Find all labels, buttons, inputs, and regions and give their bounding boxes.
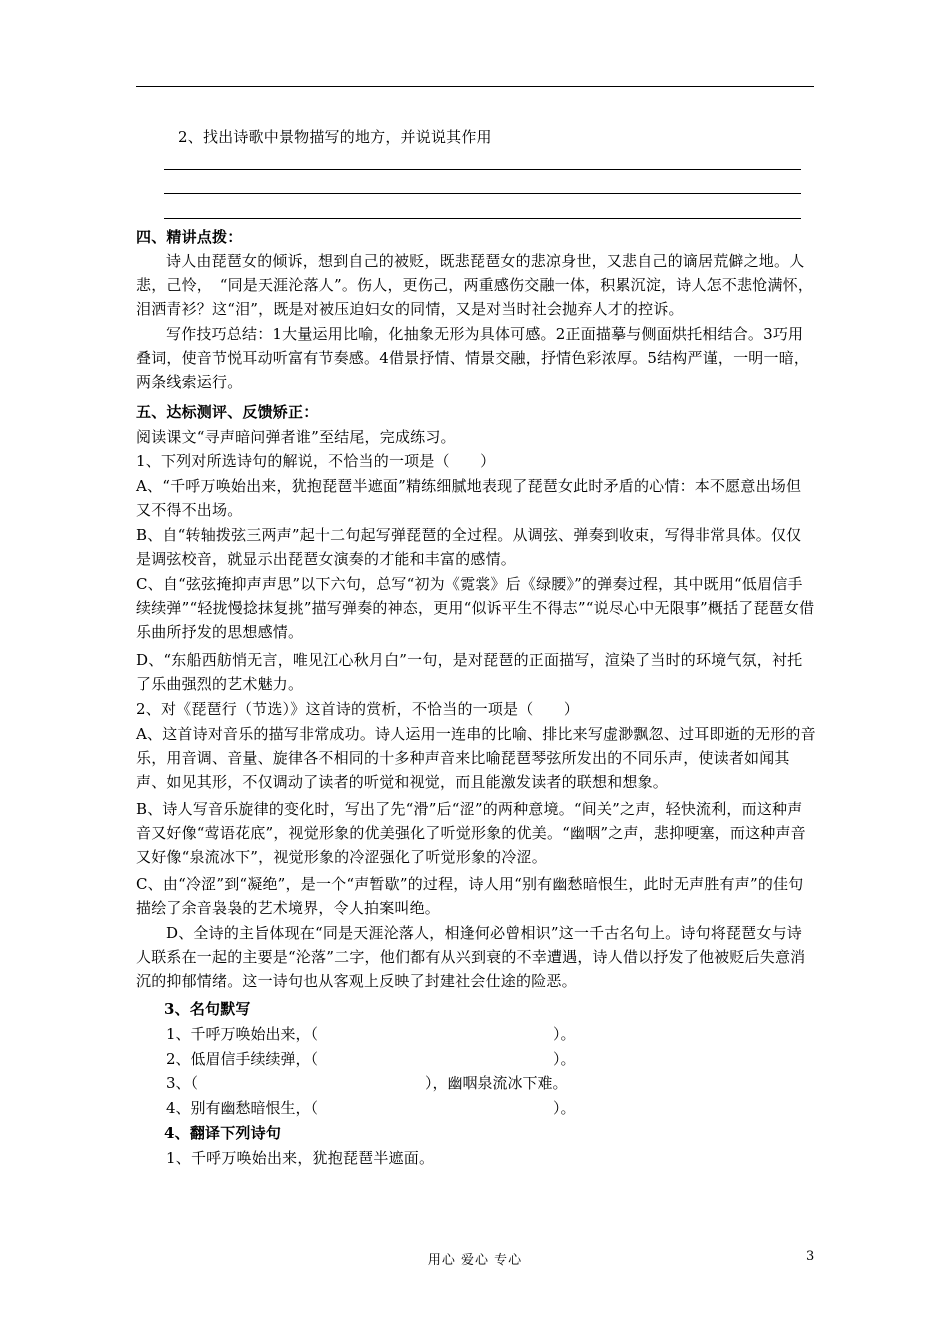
answer-line-1 (164, 169, 801, 170)
quiz-1-option-a: A、“千呼万唤始出来，犹抱琵琶半遮面”精练细腻地表现了琵琶女此时矛盾的心情：本不愿意出场但又不得不出场。 (136, 477, 802, 519)
translation-item-1: 1、千呼万唤始出来，犹抱琵琶半遮面。 (166, 1149, 435, 1167)
recitation-item-4-end: ）。 (553, 1099, 576, 1117)
recitation-item-3-start: 3、（ (166, 1074, 199, 1092)
quiz-2-option-a: A、这首诗对音乐的描写非常成功。诗人运用一连串的比喻、排比来写虚渺飘忽、过耳即逝的无形的音乐，用音调、音量、旋律各不相同的十多种声音来比喻琵琶琴弦所发出的不同乐声，使读者如闻其声、如见其形，不仅调动了读者的听觉和视觉，而且能激发读者的联想和想象。 (136, 725, 816, 791)
recitation-item-3-end: ），幽咽泉流冰下难。 (425, 1074, 568, 1092)
quiz-1-option-c: C、自“弦弦掩抑声声思”以下六句，总写“初为《霓裳》后《绿腰》”的弹奏过程，其中既用“低眉信手续续弹”“轻拢慢捻抹复挑”描写弹奏的神态，更用“似诉平生不得志”“说尽心中无限事”概括了琵琶女借乐曲所抒发的思想感情。 (136, 575, 815, 641)
recitation-item-2-start: 2、低眉信手续续弹，（ (166, 1050, 319, 1068)
quiz-2-option-c: C、由“冷涩”到“凝绝”，是一个“声暂歇”的过程，诗人用“别有幽愁暗恨生，此时无声胜有声”的佳句描绘了余音袅袅的艺术境界，令人拍案叫绝。 (136, 875, 804, 917)
header-rule (136, 86, 814, 87)
quiz-2-option-d: D、全诗的主旨体现在“同是天涯沦落人，相逢何必曾相识”这一千古名句上。诗句将琵琶女与诗人联系在一起的主要是“沦落”二字，他们都有从兴到衰的不幸遭遇，诗人借以抒发了他被贬后失意消沉的抑郁情绪。这一诗句也从客观上反映了封建社会仕途的险恶。 (136, 924, 806, 990)
section-5-heading: 五、达标测评、反馈矫正： (136, 403, 319, 421)
recitation-item-1-start: 1、千呼万唤始出来，（ (166, 1025, 319, 1043)
answer-line-3 (164, 218, 801, 219)
section-5-intro: 阅读课文“寻声暗问弹者谁”至结尾，完成练习。 (136, 428, 456, 446)
recitation-item-4-start: 4、别有幽愁暗恨生，（ (166, 1099, 319, 1117)
quiz-2-stem: 2、对《琵琶行（节选）》这首诗的赏析，不恰当的一项是（ ） (136, 700, 580, 718)
quiz-4-heading: 4、翻译下列诗句 (164, 1124, 282, 1142)
answer-line-2 (164, 193, 801, 194)
recitation-item-1-end: ）。 (553, 1025, 576, 1043)
quiz-3-heading: 3、名句默写 (164, 1000, 251, 1018)
quiz-1-stem: 1、下列对所选诗句的解说，不恰当的一项是（ ） (136, 452, 496, 470)
page-number: 3 (806, 1249, 815, 1264)
quiz-1-option-d: D、“东船西舫悄无言，唯见江心秋月白”一句，是对琵琶的正面描写，渲染了当时的环境气氛，衬托了乐曲强烈的艺术魅力。 (136, 651, 803, 693)
section-4-paragraph-1: 诗人由琵琶女的倾诉，想到自己的被贬，既悲琵琶女的悲凉身世，又悲自己的谪居荒僻之地。人悲，己怜， “同是天涯沦落人”。伤人，更伤己，两重感伤交融一体，积累沉淀，诗人怎不悲怆满怀，泪洒青衫？这“泪”，既是对被压迫妇女的同情，又是对当时社会抛弃人才的控诉。 (136, 252, 814, 318)
section-4-paragraph-2: 写作技巧总结：1大量运用比喻，化抽象无形为具体可感。2正面描摹与侧面烘托相结合。3巧用叠词，使音节悦耳动听富有节奏感。4借景抒情、情景交融，抒情色彩浓厚。5结构严谨，一明一暗，两条线索运行。 (136, 325, 810, 391)
quiz-2-option-b: B、诗人写音乐旋律的变化时，写出了先“滑”后“涩”的两种意境。“间关”之声，轻快流利，而这种声音又好像“莺语花底”，视觉形象的优美强化了听觉形象的优美。“幽咽”之声，悲抑哽塞，而这种声音又好像“泉流冰下”，视觉形象的冷涩强化了听觉形象的冷涩。 (136, 800, 806, 866)
section-4-heading: 四、精讲点拨： (136, 228, 243, 246)
question-2-prompt: 2、找出诗歌中景物描写的地方，并说说其作用 (178, 128, 492, 146)
quiz-1-option-b: B、自“转轴拨弦三两声”起十二句起写弹琵琶的全过程。从调弦、弹奏到收束，写得非常具体。仅仅是调弦校音，就显示出琵琶女演奏的才能和丰富的感情。 (136, 526, 802, 568)
recitation-item-2-end: ）。 (553, 1050, 576, 1068)
footer-motto: 用心 爱心 专心 (427, 1253, 523, 1268)
